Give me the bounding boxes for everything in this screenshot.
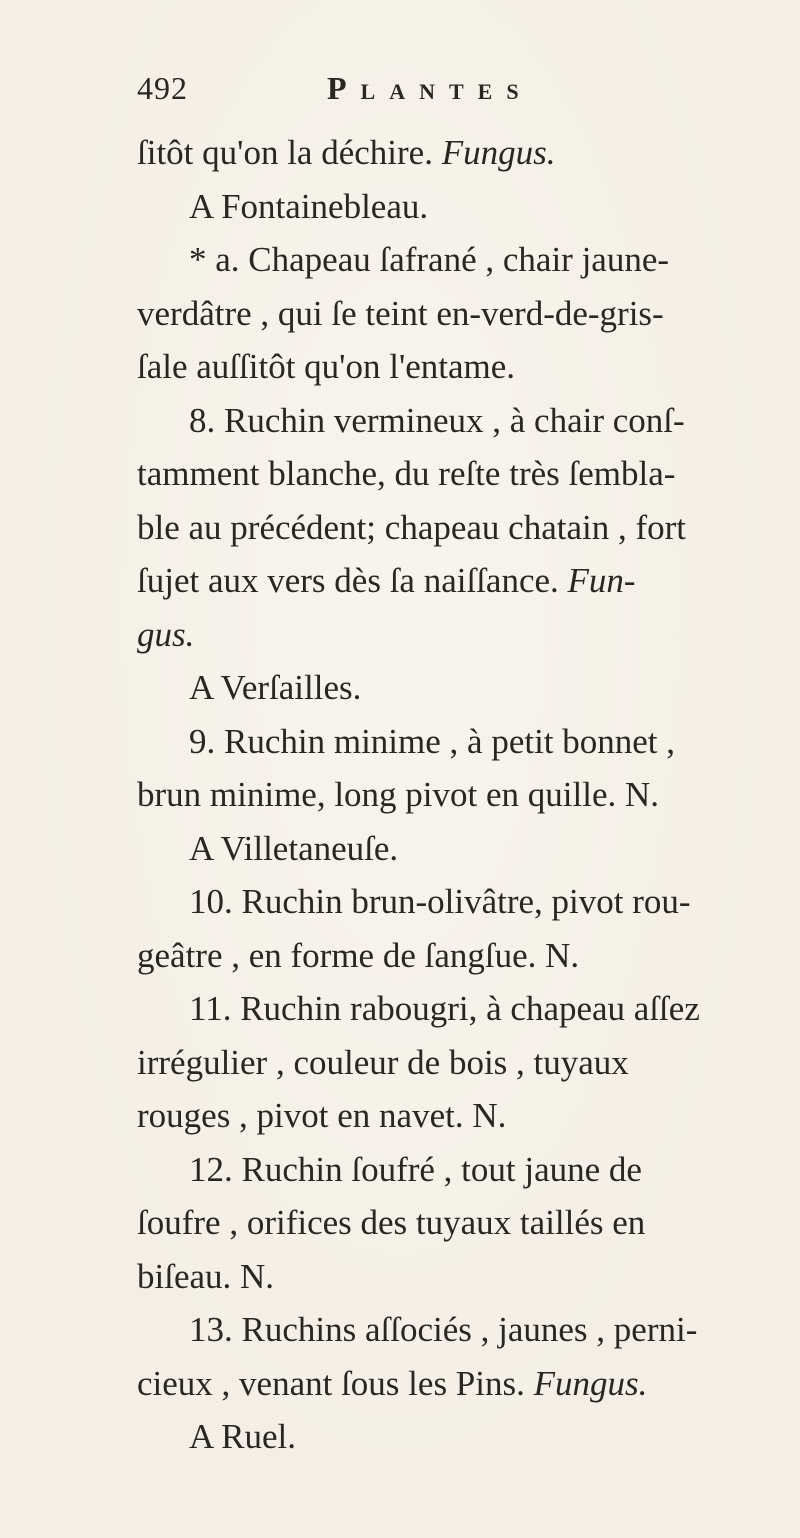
text-line: 12. Ruchin ſoufré , tout jaune de <box>189 1149 642 1189</box>
text-line: ſitôt qu'on la déchire. Fungus. <box>137 133 556 172</box>
body-text <box>137 126 777 1464</box>
text-line: 10. Ruchin brun-olivâtre, pivot rou- <box>189 882 691 921</box>
text-line: * a. Chapeau ſafrané , chair jaune- <box>189 240 670 279</box>
text-line: A Verſailles. <box>189 668 362 707</box>
text-line: 8. Ruchin vermineux , à chair conſ- <box>189 400 685 440</box>
text-line: verdâtre , qui ſe teint en-verd-de-gris- <box>137 293 664 333</box>
text-line: brun minime, long pivot en quille. N. <box>137 775 660 814</box>
text-line: geâtre , en forme de ſangſue. N. <box>137 935 580 975</box>
text-line: cieux , venant ſous les Pins. Fungus. <box>137 1363 648 1403</box>
text-line: irrégulier , couleur de bois , tuyaux <box>137 1042 629 1082</box>
text-line: A Villetaneuſe. <box>189 828 399 868</box>
text-line: 9. Ruchin minime , à petit bonnet , <box>189 721 676 761</box>
text-line: A Ruel. <box>189 1417 296 1456</box>
text-line: tamment blanche, du reſte très ſembla- <box>137 454 676 493</box>
text-line: biſeau. N. <box>137 1256 275 1296</box>
text-line: gus. <box>137 614 195 654</box>
text-line: 13. Ruchins aſſociés , jaunes , perni- <box>189 1310 698 1349</box>
text-line: ſujet aux vers dès ſa naiſſance. Fun- <box>137 561 636 600</box>
page-number: 492 <box>137 70 188 106</box>
text-line: ſale auſſitôt qu'on l'entame. <box>137 347 516 386</box>
running-title: Plantes <box>327 70 533 106</box>
text-line: A Fontainebleau. <box>189 186 429 226</box>
text-line: ble au précédent; chapeau chatain , fort <box>137 507 687 547</box>
text-line: ſoufre , orifices des tuyaux taillés en <box>137 1203 646 1242</box>
page-header <box>137 70 697 120</box>
text-line: rouges , pivot en navet. N. <box>137 1096 507 1135</box>
text-line: 11. Ruchin rabougri, à chapeau aſſez <box>189 989 700 1028</box>
